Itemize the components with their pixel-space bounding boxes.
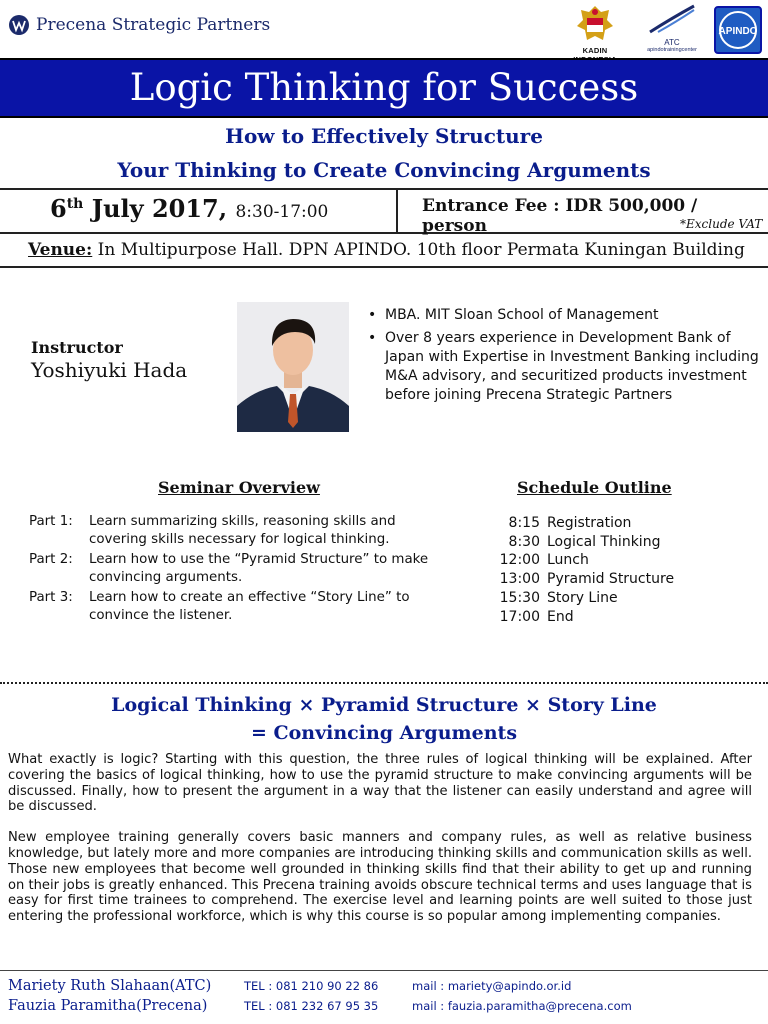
schedule-time: 17:00 <box>499 608 540 625</box>
kadin-emblem-icon <box>575 4 615 44</box>
schedule-label: Logical Thinking <box>547 533 661 550</box>
venue <box>28 240 745 260</box>
brand-name: Precena Strategic Partners <box>36 15 271 35</box>
schedule-heading: Schedule Outline <box>517 478 672 497</box>
schedule-label: Pyramid Structure <box>547 571 675 588</box>
date-month-year: July 2017, <box>83 194 228 223</box>
schedule-time: 12:00 <box>499 552 540 569</box>
part-label: Part 1: <box>29 514 73 529</box>
precena-logo-icon <box>8 14 30 36</box>
fee-value: IDR 500,000 / person <box>422 196 698 236</box>
schedule-label: Registration <box>547 515 632 531</box>
schedule-list <box>494 514 674 626</box>
schedule-label: End <box>547 608 574 625</box>
schedule-row <box>494 551 674 570</box>
schedule-row <box>494 589 674 608</box>
event-time: 8:30-17:00 <box>235 202 329 222</box>
page-title: Logic Thinking for Success <box>129 66 639 109</box>
contact-name: Mariety Ruth Slahaan(ATC) <box>8 978 212 994</box>
schedule-time: 13:00 <box>499 571 540 588</box>
bio-item: • MBA. MIT Sloan School of Management <box>368 306 760 325</box>
instructor-role: Instructor <box>31 338 123 357</box>
part-text: Learn how to create an effective “Story Line” to convince the listener. <box>89 590 410 623</box>
formula-line-1: Logical Thinking × Pyramid Structure × Story Line <box>111 694 657 716</box>
event-date <box>50 194 328 223</box>
overview-part <box>29 513 439 549</box>
atc-sub-label: apindotrainingcenter <box>647 47 697 53</box>
schedule-row <box>494 608 674 627</box>
part-label: Part 2: <box>29 552 73 567</box>
contact-phone[interactable]: TEL : 081 232 67 95 35 <box>244 999 379 1013</box>
schedule-row <box>494 533 674 552</box>
contacts <box>8 976 768 1016</box>
contact-name: Fauzia Paramitha(Precena) <box>8 998 208 1014</box>
part-text: Learn how to use the “Pyramid Structure” to make convincing arguments. <box>89 552 429 585</box>
date-suffix: th <box>66 196 84 212</box>
kadin-logo <box>562 4 628 56</box>
contact-email[interactable]: mail : mariety@apindo.or.id <box>412 979 572 993</box>
instructor-bio <box>368 306 760 409</box>
contact-email[interactable]: mail : fauzia.paramitha@precena.com <box>412 999 632 1013</box>
atc-label: ATC <box>664 38 680 47</box>
subtitle-line-2: Your Thinking to Create Convincing Arguments <box>117 158 651 182</box>
section-divider <box>0 682 768 684</box>
instructor-name: Yoshiyuki Hada <box>31 358 188 382</box>
schedule-time: 8:30 <box>508 533 540 550</box>
atc-logo <box>636 4 708 56</box>
overview-heading: Seminar Overview <box>158 478 320 497</box>
contact-phone[interactable]: TEL : 081 210 90 22 86 <box>244 979 379 993</box>
part-label: Part 3: <box>29 590 73 605</box>
overview-list <box>29 513 439 627</box>
venue-text: In Multipurpose Hall. DPN APINDO. 10th floor Permata Kuningan Building <box>97 240 745 260</box>
description <box>8 752 752 940</box>
contact-row <box>8 976 768 996</box>
apindo-logo <box>714 6 762 54</box>
schedule-row <box>494 514 674 533</box>
date-day: 6 <box>50 194 67 223</box>
overview-part <box>29 551 439 587</box>
schedule-time: 15:30 <box>499 589 540 606</box>
instructor-photo <box>237 302 349 432</box>
venue-label: Venue: <box>28 240 93 260</box>
kadin-label: KADIN <box>582 46 608 55</box>
overview-part <box>29 589 439 625</box>
brand <box>8 14 270 36</box>
bio-item: • Over 8 years experience in Development Bank of Japan with Expertise in Investment Banking including M&A advisory, and securitized products investment before joining Precena Strategic Partners <box>368 329 760 405</box>
part-text: Learn summarizing skills, reasoning skills and covering skills necessary for logical thinking. <box>89 514 396 547</box>
description-paragraph: New employee training generally covers basic manners and company rules, as well as relative business knowledge, but lately more and more companies are introducing thinking skills and communication skills as well. Those new employees that become well grounded in thinking skills find that their ability to get up and running on their jobs is greatly enhanced. This Precena training avoids obscure technical terms and uses language that is easy for first time trainees to comprehend. The exercise level and learning points are well suited to those just entering the professional workforce, which is why this course is so popular among implementing companies. <box>8 830 752 925</box>
schedule-label: Lunch <box>547 552 589 569</box>
formula-line-2: = Convincing Arguments <box>250 722 518 744</box>
subtitle-line-1: How to Effectively Structure <box>225 124 543 148</box>
atc-swoosh-icon <box>644 4 700 34</box>
description-paragraph: What exactly is logic? Starting with this question, the three rules of logical thinking will be explained. After covering the basics of logical thinking, how to use the pyramid structure to make convincing arguments will be discussed. Finally, how to present the argument in a way that the listener can easily understand and agree will be discussed. <box>8 752 752 815</box>
contact-row <box>8 996 768 1016</box>
schedule-label: Story Line <box>547 589 618 606</box>
contact-divider <box>0 970 768 971</box>
svg-text:APINDO: APINDO <box>718 26 758 37</box>
schedule-row <box>494 570 674 589</box>
fee-label: Entrance Fee : <box>422 196 560 216</box>
vat-note: *Exclude VAT <box>680 217 763 231</box>
schedule-time: 8:15 <box>508 515 540 531</box>
